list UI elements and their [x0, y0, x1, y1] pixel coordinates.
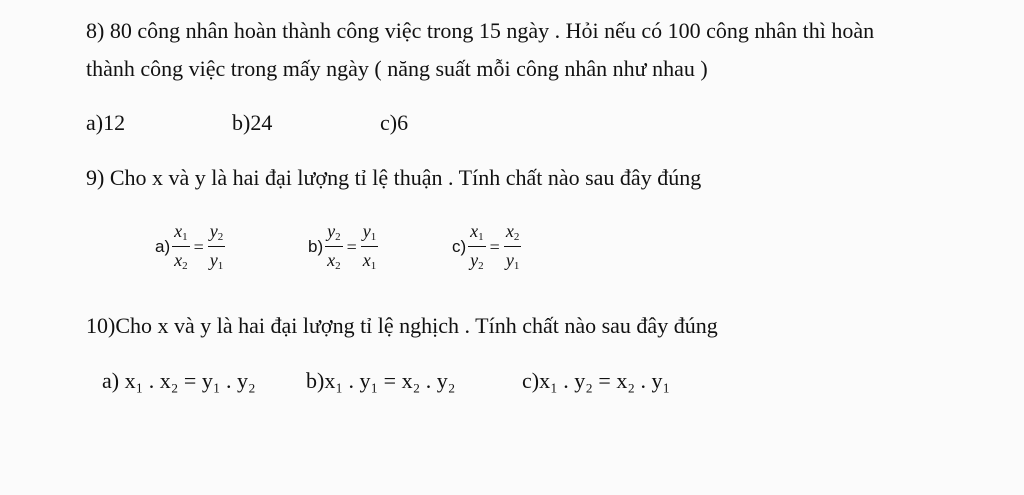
- q8-option-b: b)24: [232, 110, 273, 135]
- equals-sign: =: [489, 236, 500, 257]
- option-letter: a): [155, 237, 171, 256]
- fraction-right: $\frac{y_2}{y_1}$: [209, 221, 224, 272]
- option-letter: b): [308, 237, 324, 256]
- q10-option-a: a) x₁ . x₂ = y₁ . y₂: [102, 368, 256, 393]
- fraction-left: $\frac{x_1}{y_2}$: [470, 221, 484, 272]
- equals-sign: =: [193, 236, 204, 257]
- q9-option-b: [308, 222, 378, 272]
- q10-option-b: b)x₁ . y₁ = x₂ . y₂: [306, 368, 456, 393]
- q9-option-c: [452, 222, 521, 272]
- option-letter: c): [452, 237, 467, 256]
- equals-sign: =: [346, 236, 357, 257]
- q8-option-a: a)12: [86, 110, 126, 135]
- fraction-right: $\frac{y_1}{x_1}$: [362, 221, 377, 272]
- q9-option-a: [155, 222, 225, 272]
- question-10-text: 10)Cho x và y là hai đại lượng tỉ lệ nghịch . Tính chất nào sau đây đúng: [86, 313, 718, 338]
- fraction-left: $\frac{x_1}{x_2}$: [174, 221, 188, 272]
- question-8-line-1: 8) 80 công nhân hoàn thành công việc trong 15 ngày . Hỏi nếu có 100 công nhân thì hoàn: [86, 18, 875, 43]
- question-8-line-2: thành công việc trong mấy ngày ( năng suất mỗi công nhân như nhau ): [86, 56, 708, 81]
- fraction-left: $\frac{y_2}{x_2}$: [327, 221, 341, 272]
- question-9-text: 9) Cho x và y là hai đại lượng tỉ lệ thuận . Tính chất nào sau đây đúng: [86, 165, 702, 190]
- q10-option-c: c)x₁ . y₂ = x₂ . y₁: [522, 368, 671, 393]
- fraction-right: $\frac{x_2}{y_1}$: [505, 221, 520, 272]
- q8-option-c: c)6: [380, 110, 409, 135]
